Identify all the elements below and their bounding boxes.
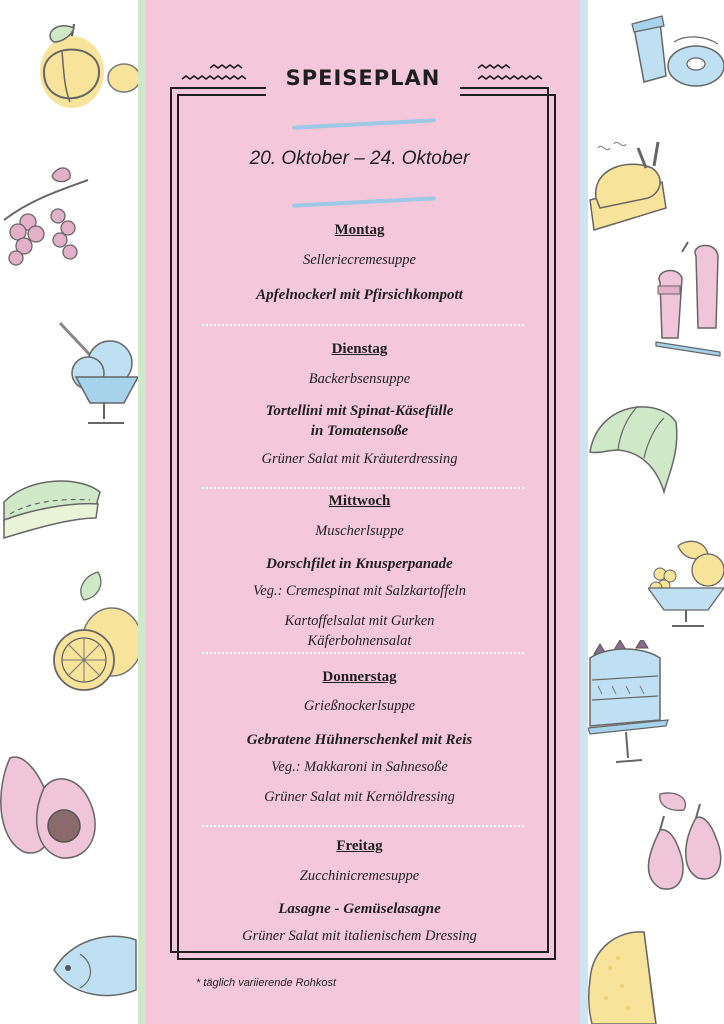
side-dish-line: Grüner Salat mit italienischem Dressing xyxy=(242,928,477,944)
vegetarian-line: Veg.: Makkaroni in Sahnesoße xyxy=(271,759,448,775)
main-dish-line: Gebratene Hühnerschenkel mit Reis xyxy=(246,732,473,748)
day-separator xyxy=(202,652,524,654)
main-dish-line: Apfelnockerl mit Pfirsichkompott xyxy=(256,287,463,303)
coffee-donut-icon xyxy=(626,14,724,96)
croissant-icon xyxy=(588,392,680,497)
soup-line: Selleriecremesuppe xyxy=(303,252,416,268)
menu-frame xyxy=(170,87,549,953)
soup-line: Grießnockerlsuppe xyxy=(303,698,416,714)
footnote: * täglich variierende Rohkost xyxy=(196,977,337,989)
day-title: Mittwoch xyxy=(328,493,391,509)
main-dish-line: Dorschfilet in Knusperpanade xyxy=(266,556,453,572)
day-separator xyxy=(202,825,524,827)
day-separator xyxy=(202,487,524,489)
fish-icon xyxy=(50,920,140,1002)
lemons-icon xyxy=(36,568,144,703)
apple-icon xyxy=(24,22,142,114)
roast-chicken-icon xyxy=(588,138,668,233)
day-title: Montag xyxy=(334,222,385,238)
soup-line: Zucchinicremesuppe xyxy=(299,868,420,884)
main-dish-line: Tortellini mit Spinat-Käsefülle xyxy=(265,403,454,419)
fruit-bowl-icon xyxy=(648,532,724,632)
vegetarian-line: Veg.: Cremespinat mit Salzkartoffeln xyxy=(253,583,466,599)
salt-pepper-icon xyxy=(648,232,724,357)
day-separator xyxy=(202,324,524,326)
side-dish-line: Käferbohnensalat xyxy=(307,633,412,649)
pears-icon xyxy=(640,790,724,900)
side-dish-line: Grüner Salat mit Kernöldressing xyxy=(264,789,455,805)
date-range: 20. Oktober – 24. Oktober xyxy=(249,148,470,169)
day-title: Donnerstag xyxy=(322,669,397,685)
soup-line: Muscherlsuppe xyxy=(315,523,404,539)
day-title: Dienstag xyxy=(331,341,388,357)
main-dish-line: in Tomatensoße xyxy=(310,423,409,439)
title-wave-left xyxy=(180,64,250,84)
cheese-icon xyxy=(588,928,658,1024)
title-wave-right xyxy=(476,64,546,84)
soup-line: Backerbsensuppe xyxy=(308,371,411,387)
ice-cream-icon xyxy=(50,315,142,430)
cake-icon xyxy=(588,640,670,768)
sandwich-icon xyxy=(0,472,105,547)
side-dish-line: Grüner Salat mit Kräuterdressing xyxy=(261,451,458,467)
grapes-icon xyxy=(0,160,95,275)
day-title: Freitag xyxy=(336,838,383,854)
page-title: SPEISEPLAN xyxy=(285,66,441,90)
avocado-icon xyxy=(0,748,105,863)
side-dish-line: Kartoffelsalat mit Gurken xyxy=(284,613,435,629)
main-dish-line: Lasagne - Gemüselasagne xyxy=(278,901,441,917)
